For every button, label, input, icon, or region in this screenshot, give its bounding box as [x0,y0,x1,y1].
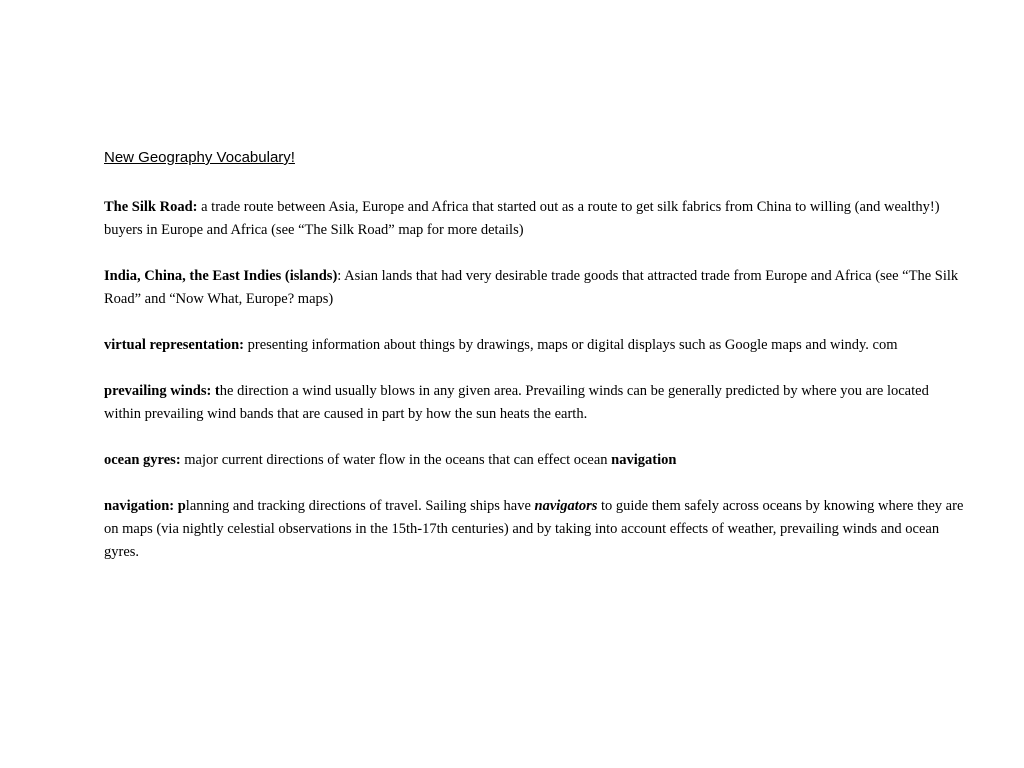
vocab-definition: major current directions of water flow in the oceans that can effect ocean [180,452,612,468]
vocab-term: The Silk Road: [104,199,198,215]
vocab-entry-prevailing-winds [104,380,964,426]
vocab-definition: a trade route between Asia, Europe and Africa that started out as a route to get silk fabrics from China to willing (and wealthy!) buyers in Europe and Africa (see “The Silk Road” map for more details) [104,199,940,238]
vocab-entry-ocean-gyres [104,449,964,472]
vocab-definition: : Asian lands that had very desirable trade goods that attracted trade from Europe and Africa (see “The Silk Road” and “Now What, Europe? maps) [104,268,959,307]
page-title: New Geography Vocabulary! [104,149,295,166]
vocab-emphasis: navigators [534,498,598,514]
vocab-definition: he direction a wind usually blows in any given area. Prevailing winds can be generally predicted by where you are located within prevailing wind bands that are caused in part by how the sun heats the earth. [104,383,929,422]
vocab-entry-silk-road [104,196,964,242]
vocab-definition: lanning and tracking directions of travel. Sailing ships have [185,498,535,514]
vocab-definition: to guide them safely across oceans by knowing where they are on maps (via nightly celestial observations in the 15th-17th centuries) and by taking into account effects of weather, prevailing winds and ocean gyres. [104,498,964,560]
vocab-entry-navigation [104,495,964,564]
vocab-definition: presenting information about things by drawings, maps or digital displays such as Google maps and windy. com [244,337,898,353]
document-page [104,148,964,587]
vocab-emphasis: navigation [611,452,677,468]
vocab-term: virtual representation: [104,337,245,353]
vocab-entry-virtual-representation [104,334,964,357]
vocab-term: ocean gyres: [104,452,181,468]
vocab-term: prevailing winds: t [104,383,220,399]
vocab-term: navigation: p [104,498,186,514]
vocab-term: India, China, the East Indies (islands) [104,268,338,284]
vocab-entry-asian-lands [104,265,964,311]
